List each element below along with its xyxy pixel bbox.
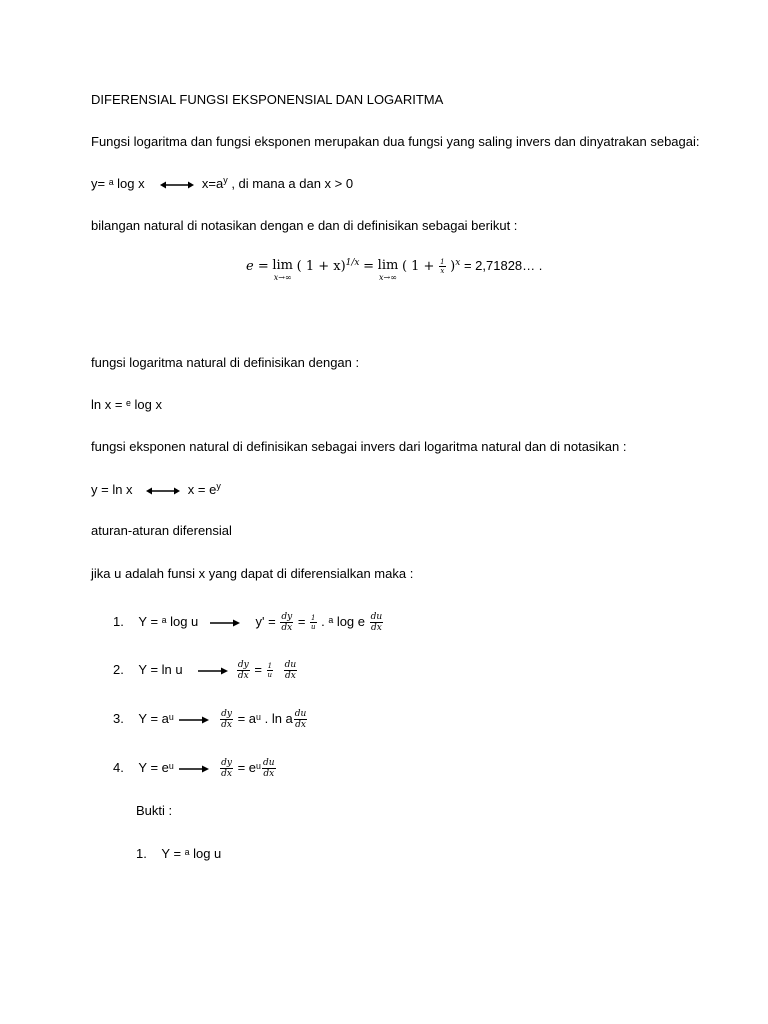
rule-lhs: Y = ᵃ log u <box>138 613 199 629</box>
exp-definition-text: fungsi eksponen natural di definisikan sebagai invers dari logaritma natural dan di notasikan : <box>91 439 627 454</box>
limit-1-expression: ( 1 + x) <box>296 259 346 274</box>
rule-1 <box>113 612 384 633</box>
rule-lhs: Y = aᵘ <box>138 710 174 726</box>
one-over-x-fraction: $\frac{1}{x}$ <box>440 258 445 276</box>
rule-3 <box>113 709 308 730</box>
proof-step-1 <box>136 846 221 862</box>
rule-middle: . ᵃ log e <box>321 613 366 629</box>
dy-dx-fraction: $\frac{dy}{dx}$ <box>237 660 249 681</box>
right-arrow-icon <box>198 666 228 676</box>
double-arrow-icon <box>160 180 194 190</box>
rule-number: 2. <box>113 661 124 677</box>
relation-left: y= ᵃ log x <box>91 176 145 191</box>
rule-prime: y' = <box>255 613 276 629</box>
dy-dx-fraction: $\frac{dy}{dx}$ <box>221 758 232 779</box>
relation-condition: , di mana a dan x > 0 <box>231 176 354 191</box>
e-value: = 2,71828… . <box>463 258 543 273</box>
equals-sign: = <box>297 613 306 629</box>
limit-2: lim x→∞ <box>377 258 399 282</box>
du-dx-fraction: $\frac{du}{dx}$ <box>284 660 297 681</box>
right-arrow-icon <box>179 764 209 774</box>
du-dx-fraction: $\frac{du}{dx}$ <box>294 709 307 730</box>
one-over-u-fraction: $\frac{1}{u}$ <box>311 614 316 631</box>
e-symbol: e = <box>246 259 269 274</box>
exp-relation-left: y = ln x <box>91 482 133 497</box>
relation-right: x=a <box>201 176 224 191</box>
log-exp-relation <box>91 176 353 193</box>
rule-lhs: Y = eᵘ <box>138 759 174 775</box>
double-arrow-icon <box>146 486 180 496</box>
du-dx-fraction: $\frac{du}{dx}$ <box>370 612 383 633</box>
intro-paragraph: Fungsi logaritma dan fungsi eksponen merupakan dua fungsi yang saling invers dan dinyatrakan sebagai: <box>91 134 700 149</box>
limit-1: lim x→∞ <box>272 258 293 282</box>
rule-number: 4. <box>113 759 124 775</box>
e-definition-formula <box>246 258 542 282</box>
ln-definition: ln x = ᵉ log x <box>91 397 162 412</box>
exp-relation-exponent: y <box>216 481 221 491</box>
rule-rhs: = eᵘ <box>237 759 261 775</box>
limit-1-exponent: 1/x <box>345 258 360 268</box>
rules-heading: aturan-aturan diferensial <box>91 523 232 538</box>
ln-definition-text: fungsi logaritma natural di definisikan dengan : <box>91 355 360 370</box>
rule-2 <box>113 660 298 681</box>
proof-heading: Bukti : <box>136 803 173 818</box>
one-over-u-fraction: $\frac{1}{u}$ <box>267 662 273 679</box>
rule-number: 3. <box>113 710 124 726</box>
relation-right-exponent: y <box>223 175 228 185</box>
rule-lhs: Y = ln u <box>138 661 183 677</box>
equals-sign: = <box>363 259 375 274</box>
right-arrow-icon <box>210 618 240 628</box>
proof-text: Y = ᵃ log u <box>161 846 222 861</box>
rules-intro: jika u adalah funsi x yang dapat di diferensialkan maka : <box>91 566 414 581</box>
dy-dx-fraction: $\frac{dy}{dx}$ <box>281 612 293 633</box>
natural-number-text: bilangan natural di notasikan dengan e dan di definisikan sebagai berikut : <box>91 218 518 233</box>
limit-2-close: ) <box>450 259 456 274</box>
limit-2-open: ( 1 + <box>401 259 435 274</box>
rule-number: 1. <box>113 613 124 629</box>
right-arrow-icon <box>179 715 209 725</box>
rule-4 <box>113 758 277 779</box>
ln-exp-relation <box>91 482 221 499</box>
exp-relation-right: x = e <box>187 482 217 497</box>
dy-dx-fraction: $\frac{dy}{dx}$ <box>221 709 232 730</box>
proof-number: 1. <box>136 846 147 861</box>
du-dx-fraction: $\frac{du}{dx}$ <box>262 758 275 779</box>
rule-rhs: = aᵘ . ln a <box>237 710 293 726</box>
document-title: DIFERENSIAL FUNGSI EKSPONENSIAL DAN LOGARITMA <box>91 92 444 107</box>
equals-sign: = <box>254 661 262 677</box>
limit-2-exponent: x <box>455 258 461 268</box>
